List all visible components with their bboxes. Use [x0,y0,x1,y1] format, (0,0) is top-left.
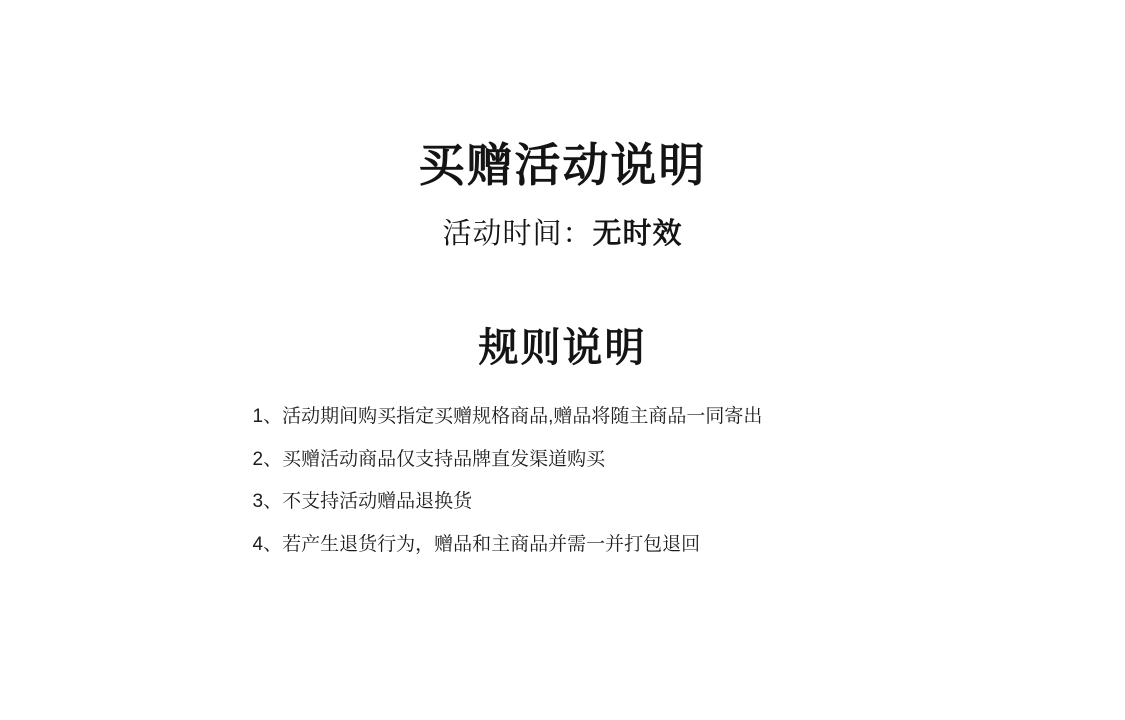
rule-text: 若产生退货行为，赠品和主商品并需一并打包退回 [282,533,701,555]
activity-period [0,211,1125,252]
activity-period-label: 活动时间： [442,218,593,251]
rules-section-title: 规则说明 [478,326,647,371]
title-block [0,0,1125,252]
rule-index: 2、 [252,448,283,470]
rule-index: 4、 [252,533,283,555]
rule-text: 不支持活动赠品退换货 [282,491,473,513]
list-item [253,403,873,432]
list-item [253,488,873,517]
rules-list [253,403,873,559]
activity-period-value: 无时效 [592,218,683,251]
list-item [253,446,873,475]
rule-index: 1、 [252,406,283,428]
list-item [253,531,873,560]
rule-text: 买赠活动商品仅支持品牌直发渠道购买 [282,448,606,470]
rule-text: 活动期间购买指定买赠规格商品,赠品将随主商品一同寄出 [282,406,763,428]
rule-index: 3、 [252,491,283,513]
page-title: 买赠活动说明 [418,139,707,191]
